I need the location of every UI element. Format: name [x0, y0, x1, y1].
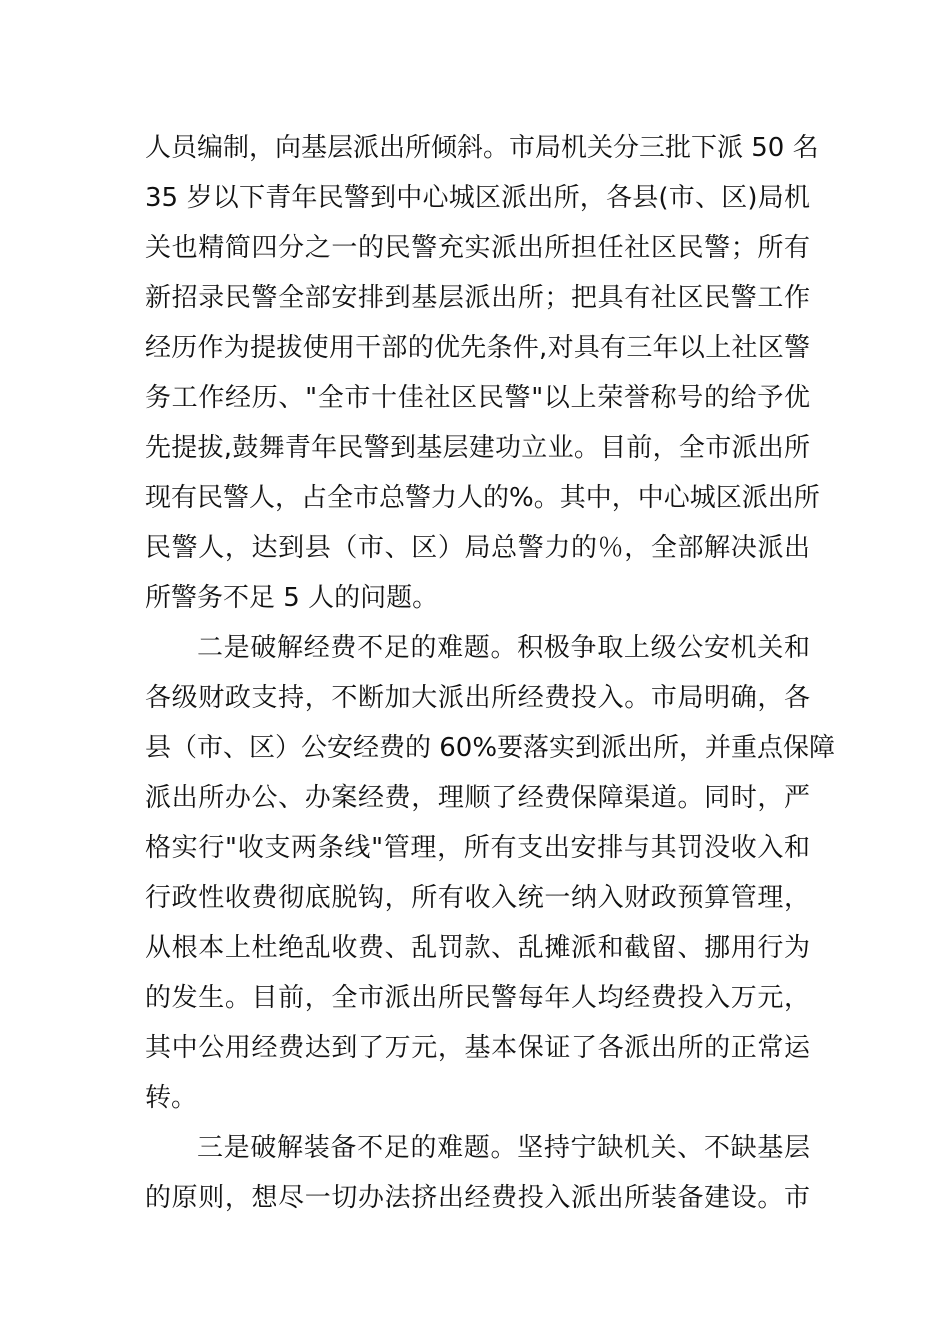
- text-line: 所警务不足 5 人的问题。: [145, 583, 439, 613]
- text-line: 从根本上杜绝乱收费、乱罚款、乱摊派和截留、挪用行为: [145, 933, 810, 963]
- text-line: 格实行"收支两条线"管理，所有支出安排与其罚没收入和: [145, 833, 810, 863]
- text-line: 的发生。目前，全市派出所民警每年人均经费投入万元，: [145, 983, 810, 1013]
- text-line: 经历作为提拔使用干部的优先条件,对具有三年以上社区警: [145, 333, 810, 363]
- text-line: 其中公用经费达到了万元，基本保证了各派出所的正常运: [145, 1033, 810, 1063]
- text-line: 35 岁以下青年民警到中心城区派出所，各县(市、区)局机: [145, 183, 810, 213]
- text-line: 先提拔,鼓舞青年民警到基层建功立业。目前，全市派出所: [145, 433, 810, 463]
- paragraph-first-line: 二是破解经费不足的难题。积极争取上级公安机关和: [197, 633, 810, 663]
- text-line: 现有民警人，占全市总警力人的%。其中，中心城区派出所: [145, 483, 820, 513]
- text-line: 人员编制，向基层派出所倾斜。市局机关分三批下派 50 名: [145, 133, 819, 163]
- text-line: 民警人，达到县（市、区）局总警力的％，全部解决派出: [145, 533, 810, 563]
- text-line: 的原则，想尽一切办法挤出经费投入派出所装备建设。市: [145, 1183, 810, 1213]
- text-line: 务工作经历、"全市十佳社区民警"以上荣誉称号的给予优: [145, 383, 810, 413]
- text-line: 县（市、区）公安经费的 60%要落实到派出所，并重点保障: [145, 733, 836, 763]
- paragraph-first-line: 三是破解装备不足的难题。坚持宁缺机关、不缺基层: [197, 1133, 810, 1163]
- text-line: 派出所办公、办案经费，理顺了经费保障渠道。同时，严: [145, 783, 810, 813]
- text-line: 转。: [145, 1083, 198, 1113]
- text-line: 各级财政支持，不断加大派出所经费投入。市局明确，各: [145, 683, 810, 713]
- text-line: 关也精简四分之一的民警充实派出所担任社区民警；所有: [145, 233, 810, 263]
- text-line: 行政性收费彻底脱钩，所有收入统一纳入财政预算管理，: [145, 883, 810, 913]
- text-line: 新招录民警全部安排到基层派出所；把具有社区民警工作: [145, 283, 810, 313]
